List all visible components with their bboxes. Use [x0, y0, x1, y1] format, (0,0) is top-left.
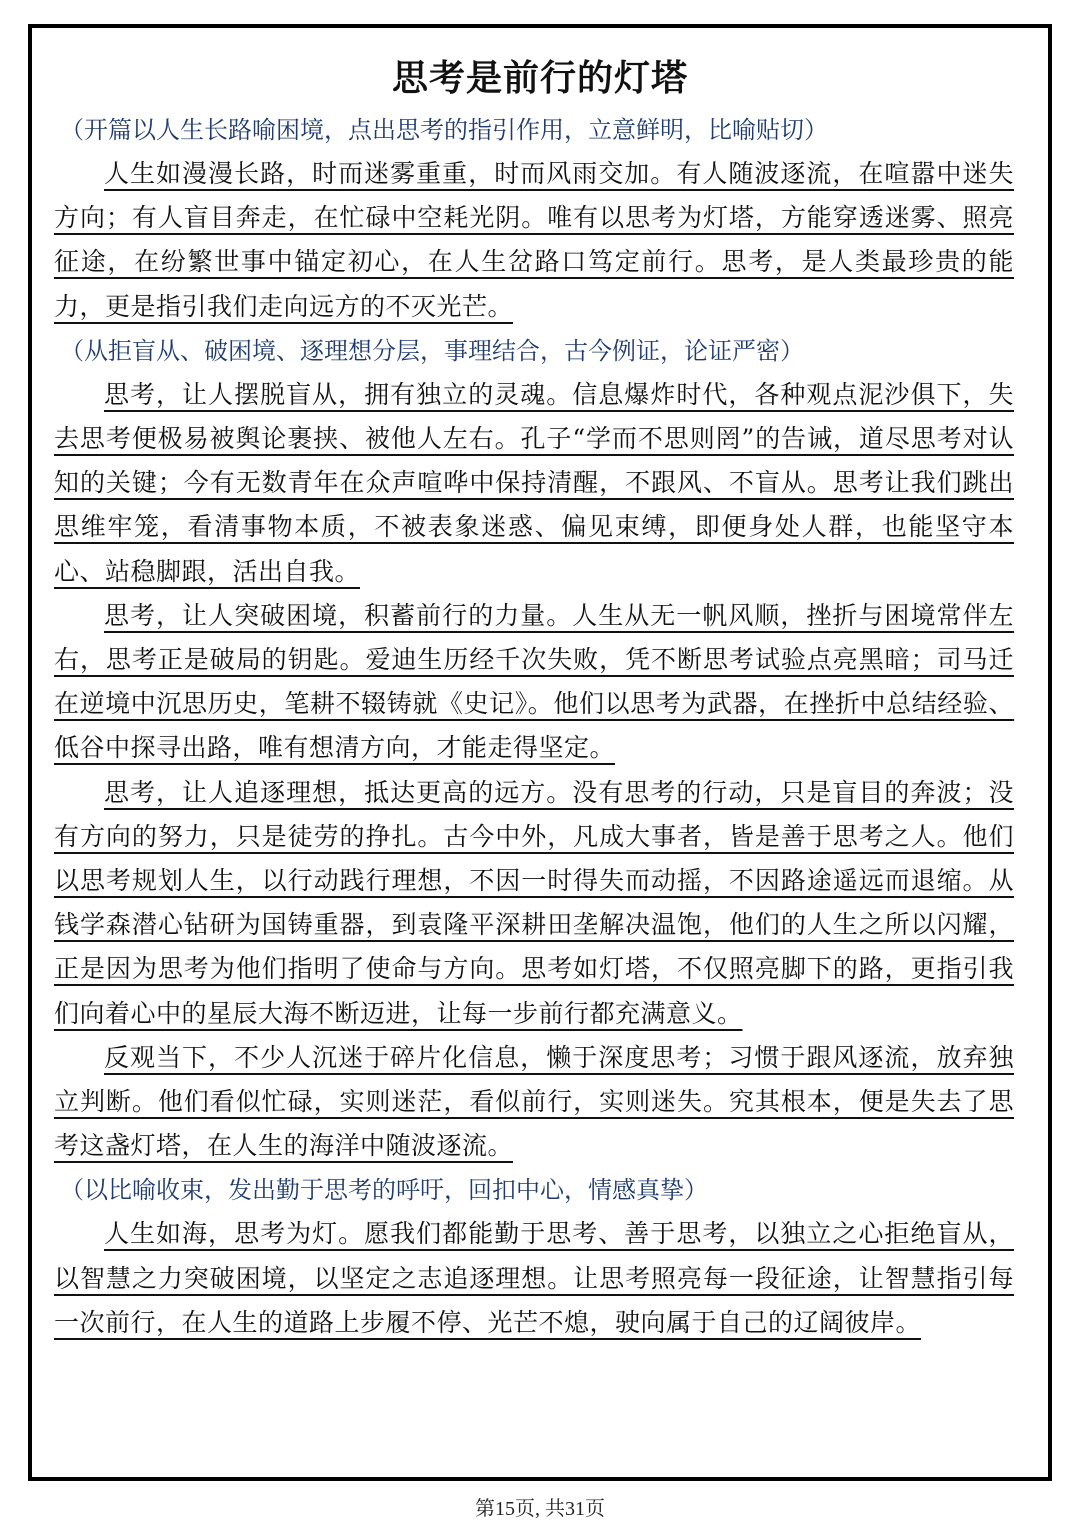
paragraph-3-text: 思考，让人突破困境，积蓄前行的力量。人生从无一帆风顺，挫折与困境常伴左右，思考正是破局的钥匙。爱迪生历经千次失败，凭不断思考试验点亮黑暗；司马迁在逆境中沉思历史，笔耕不辍铸就《史记》。他们以思考为武器，在挫折中总结经验、低谷中探寻出路，唯有想清方向，才能走得坚定。: [54, 600, 1014, 763]
paragraph-4-text: 思考，让人追逐理想，抵达更高的远方。没有思考的行动，只是盲目的奔波；没有方向的努力，只是徒劳的挣扎。古今中外，凡成大事者，皆是善于思考之人。他们以思考规划人生，以行动践行理想，不因一时得失而动摇，不因路途遥远而退缩。从钱学森潜心钻研为国铸重器，到袁隆平深耕田垄解决温饱，他们的人生之所以闪耀，正是因为思考为他们指明了使命与方向。思考如灯塔，不仅照亮脚下的路，更指引我们向着心中的星辰大海不断迈进，让每一步前行都充满意义。: [54, 777, 1014, 1028]
comment-note-body: （从拒盲从、破困境、逐理想分层，事理结合，古今例证，论证严密）: [60, 336, 804, 365]
paragraph-4: [54, 771, 1014, 1036]
essay-body: [54, 108, 1014, 1345]
comment-note-opening: （开篇以人生长路喻困境，点出思考的指引作用，立意鲜明，比喻贴切）: [60, 116, 828, 144]
essay-title: 思考是前行的灯塔: [391, 58, 688, 99]
paragraph-5: [54, 1036, 1014, 1169]
paragraph-3: [54, 594, 1014, 771]
paragraph-1-text: 人生如漫漫长路，时而迷雾重重，时而风雨交加。有人随波逐流，在喧嚣中迷失方向；有人盲目奔走，在忙碌中空耗光阴。唯有以思考为灯塔，方能穿透迷雾、照亮征途，在纷繁世事中锚定初心，在人生岔路口笃定前行。思考，是人类最珍贵的能力，更是指引我们走向远方的不灭光芒。: [54, 159, 1014, 321]
page-number: 第15页, 共31页: [475, 1498, 605, 1520]
paragraph-2: [54, 373, 1014, 594]
paragraph-2-text: 思考，让人摆脱盲从，拥有独立的灵魂。信息爆炸时代，各种观点泥沙俱下，失去思考便极易被舆论裹挟、被他人左右。孔子“学而不思则罔”的告诫，道尽思考对认知的关键；今有无数青年在众声喧哗中保持清醒，不跟风、不盲从。思考让我们跳出思维牢笼，看清事物本质，不被表象迷惑、偏见束缚，即便身处人群，也能坚守本心、站稳脚跟，活出自我。: [54, 379, 1014, 586]
comment-note-closing: （以比喻收束，发出勤于思考的呼吁，回扣中心，情感真挚）: [60, 1176, 708, 1205]
paragraph-6: [54, 1212, 1014, 1345]
paragraph-6-text: 人生如海，思考为灯。愿我们都能勤于思考、善于思考，以独立之心拒绝盲从，以智慧之力突破困境，以坚定之志追逐理想。让思考照亮每一段征途，让智慧指引每一次前行，在人生的道路上步履不停、光芒不熄，驶向属于自己的辽阔彼岸。: [54, 1219, 1014, 1337]
paragraph-1: [54, 152, 1014, 329]
paragraph-5-text: 反观当下，不少人沉迷于碎片化信息，懒于深度思考；习惯于跟风逐流，放弃独立判断。他们看似忙碌，实则迷茫，看似前行，实则迷失。究其根本，便是失去了思考这盏灯塔，在人生的海洋中随波逐流。: [54, 1042, 1014, 1161]
